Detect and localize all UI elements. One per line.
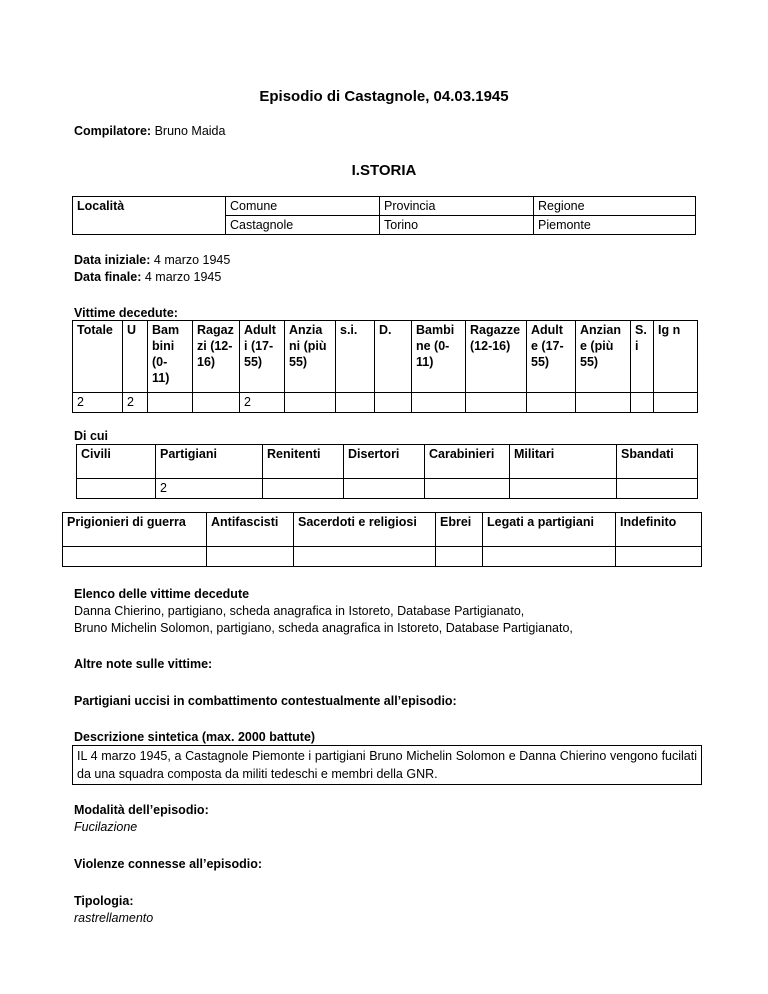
page-title: Episodio di Castagnole, 04.03.1945 (259, 88, 509, 105)
tipologia-label: Tipologia: (74, 894, 134, 908)
vittime-value-anziani (285, 393, 336, 413)
vittime-header-bambine: Bambi ne (0- 11) (412, 321, 466, 393)
dicui-header-renitenti: Renitenti (263, 445, 344, 479)
prig-value-sacerdoti (294, 547, 436, 567)
partigiani-uccisi-label: Partigiani uccisi in combattimento contestualmente all’episodio: (74, 694, 457, 708)
vittime-value-adulti: 2 (240, 393, 285, 413)
vittime-header-ragazzi: Ragaz zi (12- 16) (193, 321, 240, 393)
elenco-item: Bruno Michelin Solomon, partigiano, scheda anagrafica in Istoreto, Database Partigianato, (74, 621, 573, 635)
vittime-value-u: 2 (123, 393, 148, 413)
dicui-header-sbandati: Sbandati (617, 445, 698, 479)
tipologia-value: rastrellamento (74, 911, 154, 925)
elenco-label: Elenco delle vittime decedute (74, 587, 250, 601)
vittime-header-anziane: Anzian e (più 55) (576, 321, 631, 393)
dicui-header-militari: Militari (510, 445, 617, 479)
prig-header-prigionieri: Prigionieri di guerra (63, 513, 207, 547)
modalita-label: Modalità dell’episodio: (74, 803, 209, 817)
prig-value-ebrei (436, 547, 483, 567)
vittime-value-si-f (631, 393, 654, 413)
location-table (72, 196, 696, 235)
comune-header: Comune (226, 197, 380, 216)
vittime-header-u: U (123, 321, 148, 393)
prig-value-legati (483, 547, 616, 567)
dicui-label: Di cui (74, 429, 109, 443)
dicui-value-disertori (344, 479, 425, 499)
vittime-header-si: s.i. (336, 321, 375, 393)
vittime-header-d: D. (375, 321, 412, 393)
vittime-header-adulti: Adult i (17- 55) (240, 321, 285, 393)
vittime-header-bambini: Bam bini (0- 11) (148, 321, 193, 393)
vittime-value-d (375, 393, 412, 413)
modalita-value: Fucilazione (74, 820, 138, 834)
violenze-label: Violenze connesse all’episodio: (74, 857, 263, 871)
vittime-label: Vittime decedute: (74, 306, 178, 320)
dicui-value-renitenti (263, 479, 344, 499)
dicui-header-civili: Civili (77, 445, 156, 479)
provincia-header: Provincia (380, 197, 534, 216)
vittime-value-ragazze (466, 393, 527, 413)
comune-value: Castagnole (226, 216, 380, 235)
elenco-item: Danna Chierino, partigiano, scheda anagrafica in Istoreto, Database Partigianato, (74, 604, 525, 618)
prig-header-indefinito: Indefinito (616, 513, 702, 547)
data-iniziale-value: 4 marzo 1945 (153, 253, 231, 267)
vittime-header-ragazze: Ragazze (12-16) (466, 321, 527, 393)
prig-value-indefinito (616, 547, 702, 567)
vittime-value-adulte (527, 393, 576, 413)
dicui-value-militari (510, 479, 617, 499)
prig-header-legati: Legati a partigiani (483, 513, 616, 547)
prig-value-prigionieri (63, 547, 207, 567)
vittime-value-totale: 2 (73, 393, 123, 413)
vittime-value-ign (654, 393, 698, 413)
dicui-header-partigiani: Partigiani (156, 445, 263, 479)
prig-value-antifascisti (207, 547, 294, 567)
prigionieri-table (62, 512, 702, 567)
regione-value: Piemonte (534, 216, 696, 235)
dicui-value-partigiani: 2 (156, 479, 263, 499)
vittime-header-anziani: Anzia ni (più 55) (285, 321, 336, 393)
descrizione-label: Descrizione sintetica (max. 2000 battute) (74, 730, 316, 744)
dicui-header-disertori: Disertori (344, 445, 425, 479)
vittime-header-adulte: Adult e (17- 55) (527, 321, 576, 393)
vittime-value-si (336, 393, 375, 413)
vittime-value-anziane (576, 393, 631, 413)
data-finale-value: 4 marzo 1945 (144, 270, 222, 284)
vittime-header-si-f: S. i (631, 321, 654, 393)
dicui-table (76, 444, 698, 499)
vittime-header-ign: Ig n (654, 321, 698, 393)
vittime-value-bambine (412, 393, 466, 413)
compilatore (74, 124, 225, 138)
compilatore-value: Bruno Maida (154, 124, 226, 138)
dicui-value-civili (77, 479, 156, 499)
prig-header-ebrei: Ebrei (436, 513, 483, 547)
dicui-header-carabinieri: Carabinieri (425, 445, 510, 479)
dicui-value-carabinieri (425, 479, 510, 499)
dicui-value-sbandati (617, 479, 698, 499)
localita-header: Località (73, 197, 226, 235)
prig-header-sacerdoti: Sacerdoti e religiosi (294, 513, 436, 547)
vittime-value-bambini (148, 393, 193, 413)
altre-note-label: Altre note sulle vittime: (74, 657, 213, 671)
prig-header-antifascisti: Antifascisti (207, 513, 294, 547)
regione-header: Regione (534, 197, 696, 216)
data-finale-label: Data finale: (74, 270, 142, 284)
provincia-value: Torino (380, 216, 534, 235)
section-title: I.STORIA (351, 162, 417, 179)
vittime-header-totale: Totale (73, 321, 123, 393)
vittime-table (72, 320, 698, 413)
data-iniziale-label: Data iniziale: (74, 253, 151, 267)
data-iniziale (74, 252, 230, 269)
compilatore-label: Compilatore: (74, 124, 152, 138)
descrizione-box: IL 4 marzo 1945, a Castagnole Piemonte i partigiani Bruno Michelin Solomon e Danna Chierino vengono fucilati da una squadra composta da militi tedeschi e membri della GNR. (72, 745, 702, 785)
vittime-value-ragazzi (193, 393, 240, 413)
data-finale (74, 269, 221, 286)
